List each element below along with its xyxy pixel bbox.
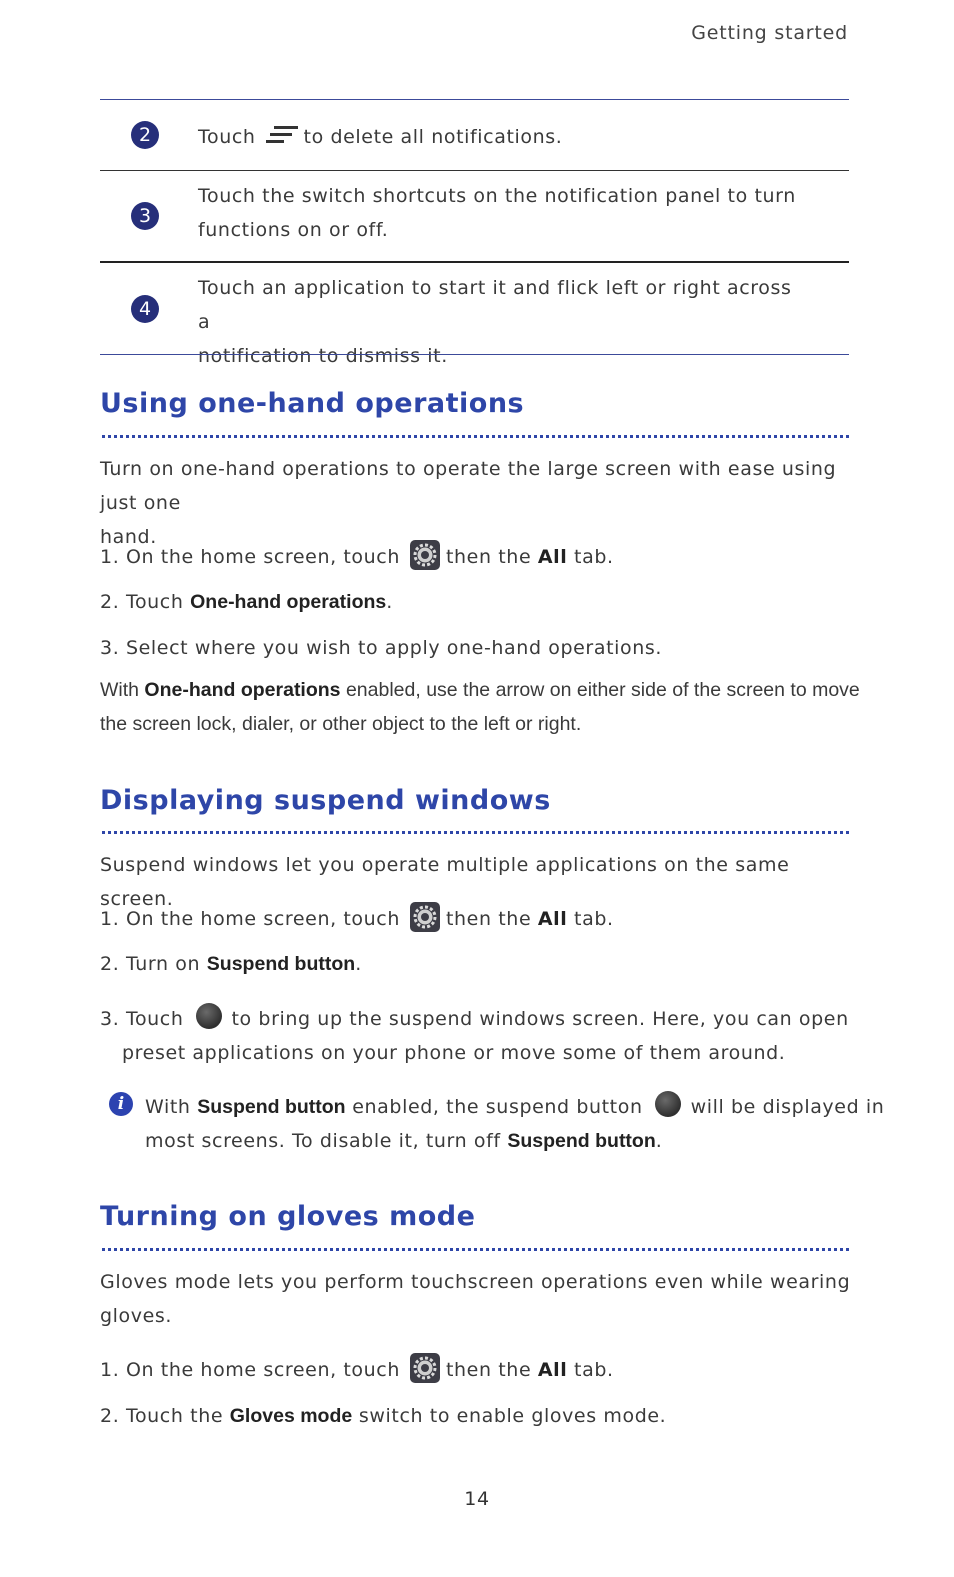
- note-text: most screens. To disable it, turn off: [145, 1130, 501, 1152]
- step-text: 2. Touch the: [100, 1405, 224, 1427]
- callout-badge-2: 2: [131, 121, 159, 149]
- row-3-line-2: functions on or off.: [198, 219, 389, 241]
- table-row-divider: [100, 170, 849, 171]
- suspend-info-note: [145, 1090, 884, 1158]
- row-4-line-1: Touch an application to start it and flick left or right across a: [198, 277, 792, 333]
- gloves-mode-label: Gloves mode: [229, 1405, 353, 1427]
- table-bottom-rule: [100, 354, 849, 355]
- callout-badge-3: 3: [131, 202, 159, 230]
- section-title-gloves: Turning on gloves mode: [100, 1201, 476, 1232]
- suspend-button-label: Suspend button: [197, 1096, 346, 1118]
- note-text: enabled, use the arrow on either side of the screen to move: [345, 679, 860, 701]
- intro-line-1: Gloves mode lets you perform touchscreen operations even while wearing: [100, 1271, 851, 1293]
- intro-line-2: hand.: [100, 526, 157, 548]
- step-text: switch to enable gloves mode.: [358, 1405, 667, 1427]
- step-text: then the: [445, 1359, 532, 1381]
- step-text: to bring up the suspend windows screen. Here, you can open: [231, 1008, 849, 1030]
- note-text: enabled, the suspend button: [352, 1096, 643, 1118]
- section-title-one-hand: Using one-hand operations: [100, 388, 525, 419]
- one-hand-intro: [100, 452, 860, 554]
- suspend-intro: Suspend windows let you operate multiple applications on the same screen.: [100, 854, 790, 910]
- row-2-post: to delete all notifications.: [303, 126, 563, 148]
- table-row-divider: [100, 261, 849, 263]
- step-text: 2. Turn on: [100, 953, 201, 975]
- settings-gear-icon: [410, 902, 440, 932]
- all-tab-label: All: [537, 1359, 568, 1381]
- table-top-rule: [100, 99, 849, 100]
- row-3-line-1: Touch the switch shortcuts on the notification panel to turn: [198, 185, 796, 207]
- suspend-step-3: [100, 1002, 849, 1070]
- all-tab-label: All: [537, 546, 568, 568]
- one-hand-operations-label: One-hand operations: [190, 591, 387, 613]
- section-title-suspend: Displaying suspend windows: [100, 785, 551, 816]
- step-text: 1. On the home screen, touch: [100, 1359, 400, 1381]
- suspend-button-label: Suspend button: [206, 953, 356, 975]
- step-3-line-2: preset applications on your phone or move some of them around.: [122, 1042, 786, 1064]
- step-text: .: [355, 953, 362, 975]
- callout-badge-4: 4: [131, 295, 159, 323]
- note-text: With: [145, 1096, 191, 1118]
- one-hand-note: [100, 673, 860, 741]
- step-text: .: [386, 591, 393, 613]
- page-number: 14: [464, 1488, 490, 1510]
- step-text: tab.: [574, 908, 614, 930]
- note-text: .: [655, 1130, 663, 1152]
- note-line-2: the screen lock, dialer, or other object to the left or right.: [100, 713, 582, 735]
- table-row-3-text: [198, 179, 798, 247]
- clear-notifications-icon: [266, 123, 300, 147]
- one-hand-step-2: [100, 585, 393, 619]
- note-line-1: [100, 673, 860, 707]
- suspend-step-1: [100, 902, 614, 936]
- gloves-intro: [100, 1265, 860, 1333]
- step-text: 1. On the home screen, touch: [100, 546, 400, 568]
- step-text: 1. On the home screen, touch: [100, 908, 400, 930]
- step-text: tab.: [574, 1359, 614, 1381]
- row-2-pre: Touch: [198, 126, 256, 148]
- suspend-step-2: [100, 947, 362, 981]
- suspend-button-icon: [655, 1091, 681, 1117]
- section-divider: [102, 831, 849, 834]
- suspend-button-icon: [196, 1003, 222, 1029]
- intro-line-1: Turn on one-hand operations to operate the large screen with ease using just one: [100, 458, 837, 514]
- all-tab-label: All: [537, 908, 568, 930]
- note-text: With: [100, 679, 139, 701]
- step-text: 2. Touch: [100, 591, 184, 613]
- settings-gear-icon: [410, 540, 440, 570]
- one-hand-step-1: [100, 540, 614, 574]
- step-text: then the: [445, 908, 532, 930]
- table-row-2-text: [198, 120, 798, 154]
- note-bold: One-hand operations: [144, 679, 341, 701]
- table-row-4-text: [198, 271, 798, 373]
- gloves-step-1: [100, 1353, 614, 1387]
- intro-line-2: gloves.: [100, 1305, 173, 1327]
- settings-gear-icon: [410, 1353, 440, 1383]
- step-text: then the: [445, 546, 532, 568]
- step-text: tab.: [574, 546, 614, 568]
- step-text: 3. Touch: [100, 1008, 184, 1030]
- one-hand-step-3: 3. Select where you wish to apply one-hand operations.: [100, 637, 663, 659]
- suspend-button-label: Suspend button: [507, 1130, 656, 1152]
- gloves-step-2: [100, 1399, 666, 1433]
- info-icon: i: [109, 1092, 133, 1116]
- section-divider: [102, 1248, 849, 1251]
- row-4-line-2: notification to dismiss it.: [198, 345, 448, 367]
- note-text: will be displayed in: [690, 1096, 885, 1118]
- section-divider: [102, 435, 849, 438]
- running-header: Getting started: [691, 22, 848, 44]
